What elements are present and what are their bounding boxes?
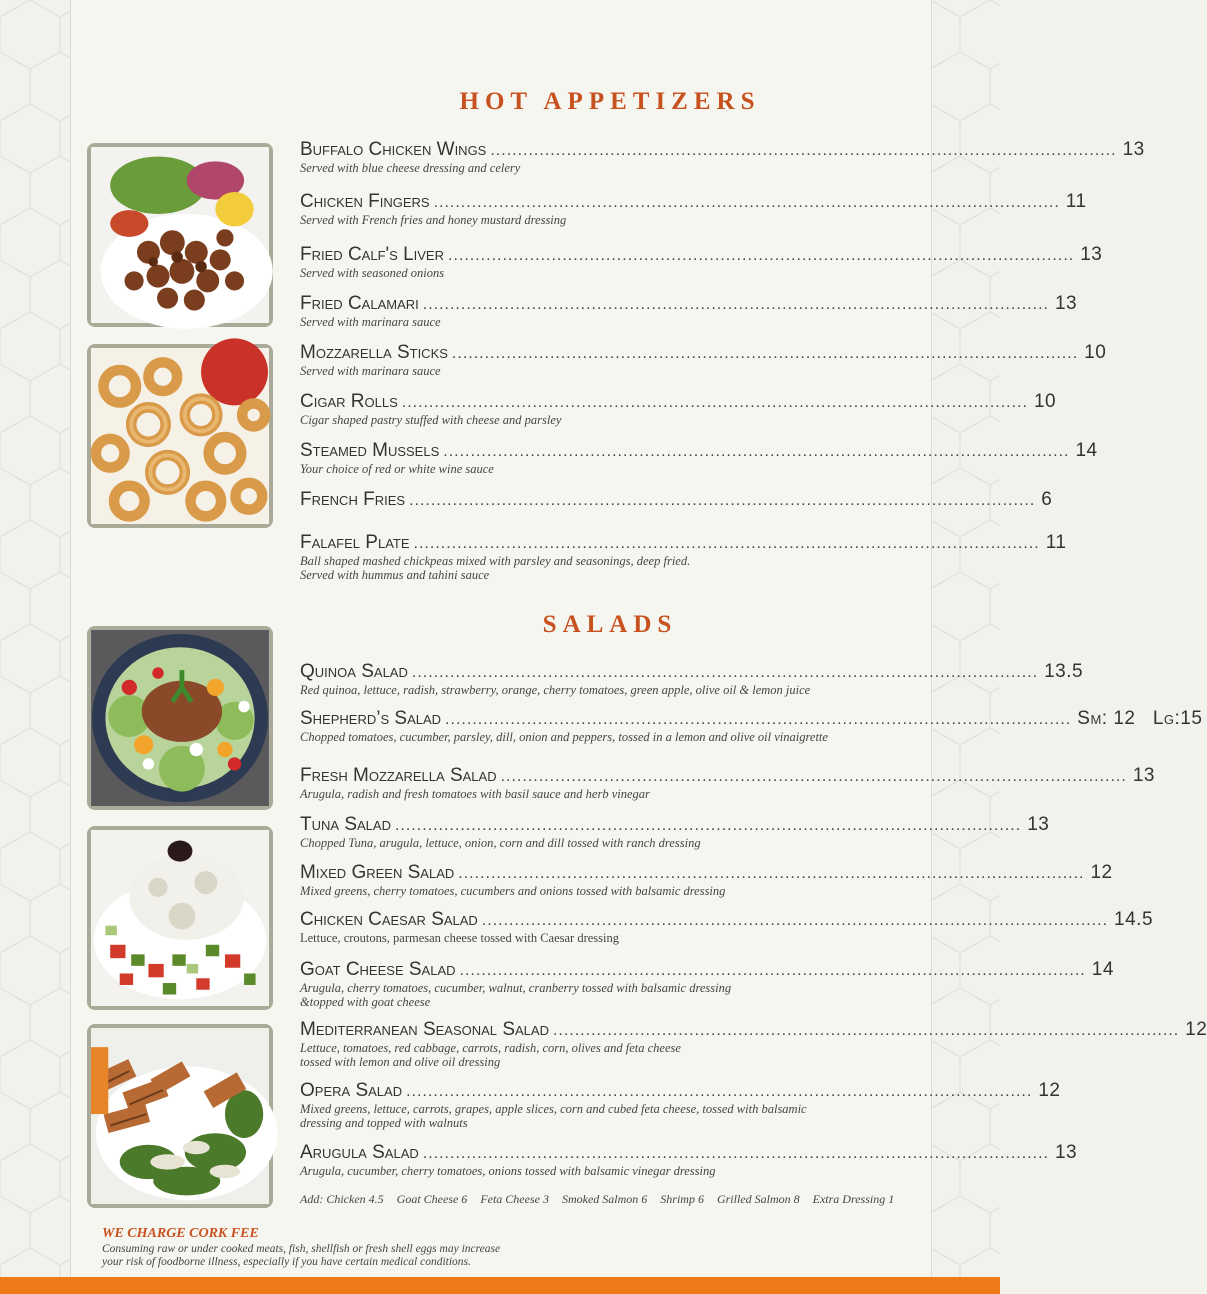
addon-goat-cheese: Goat Cheese 6 bbox=[396, 1192, 468, 1206]
size-large-label: Lg: bbox=[1152, 708, 1181, 729]
warning-line-2: your risk of foodborne illness, especially if you have certain medical conditions. bbox=[102, 1256, 471, 1268]
item-name: Tuna Salad bbox=[300, 814, 391, 835]
menu-item-tuna-salad bbox=[300, 814, 1050, 850]
leader-dots: ................................................................................................................... bbox=[422, 296, 1049, 313]
item-name: Fresh Mozzarella Salad bbox=[300, 765, 497, 786]
leader-dots: ................................................................................................................... bbox=[413, 535, 1040, 552]
leader-dots: ................................................................................................................... bbox=[411, 664, 1039, 681]
addon-grilled-salmon: Grilled Salmon 8 bbox=[716, 1192, 800, 1206]
item-description: Served with seasoned onions bbox=[300, 266, 445, 280]
addon-extra-dressing: Extra Dressing 1 bbox=[812, 1192, 895, 1206]
calamari-photo bbox=[87, 344, 273, 528]
caesar-salad-photo bbox=[87, 1024, 273, 1208]
item-price: 6 bbox=[1041, 489, 1053, 510]
leader-dots: ................................................................................................................... bbox=[401, 394, 1028, 411]
leader-dots: ................................................................................................................... bbox=[451, 345, 1079, 362]
item-name: Opera Salad bbox=[300, 1080, 403, 1101]
menu-item-goat-cheese-salad bbox=[300, 959, 1114, 1009]
item-price: 13 bbox=[1080, 244, 1103, 265]
leader-dots: ................................................................................................................... bbox=[448, 247, 1075, 264]
item-name: Quinoa Salad bbox=[300, 661, 408, 682]
menu-item-chicken-fingers bbox=[300, 191, 1087, 227]
shepherds-salad-photo bbox=[87, 826, 273, 1010]
item-description: Chopped tomatoes, cucumber, parsley, dill, onion and peppers, tossed in a lemon and olive oil vinaigrette bbox=[300, 730, 828, 744]
item-name: Steamed Mussels bbox=[300, 440, 440, 461]
item-price: 13 bbox=[1027, 814, 1050, 835]
price-small: 12 bbox=[1113, 708, 1136, 729]
item-description: Cigar shaped pastry stuffed with cheese and parsley bbox=[300, 413, 562, 427]
bottom-accent-bar bbox=[0, 1277, 1000, 1294]
item-name: French Fries bbox=[300, 489, 406, 510]
item-description-line2: dressing and topped with walnuts bbox=[300, 1116, 468, 1130]
menu-item-mediterranean-seasonal-salad bbox=[300, 1019, 1207, 1069]
item-name: Falafel Plate bbox=[300, 532, 410, 553]
item-description: Red quinoa, lettuce, radish, strawberry, orange, cherry tomatoes, green apple, olive oil & lemon juice bbox=[300, 683, 811, 697]
menu-item-shepherds-salad bbox=[300, 708, 1203, 744]
item-name: Chicken Caesar Salad bbox=[300, 909, 478, 930]
menu-item-chicken-caesar-salad bbox=[300, 909, 1154, 945]
menu-item-fried-calamari bbox=[300, 293, 1078, 329]
item-price: 12 bbox=[1038, 1080, 1061, 1101]
item-description: Served with French fries and honey mustard dressing bbox=[300, 213, 567, 227]
item-description: Your choice of red or white wine sauce bbox=[300, 462, 494, 476]
item-description: Mixed greens, lettuce, carrots, grapes, apple slices, corn and cubed feta cheese, tossed with balsamic bbox=[300, 1102, 807, 1116]
menu-item-steamed-mussels bbox=[300, 440, 1098, 476]
item-description: Lettuce, croutons, parmesan cheese tossed with Caesar dressing bbox=[300, 931, 619, 945]
menu-item-fried-calfs-liver bbox=[300, 244, 1103, 280]
price-large: 15 bbox=[1180, 708, 1203, 729]
item-price: 13 bbox=[1132, 765, 1155, 786]
leader-dots: ................................................................................................................... bbox=[406, 1083, 1033, 1100]
item-description: Chopped Tuna, arugula, lettuce, onion, corn and dill tossed with ranch dressing bbox=[300, 836, 701, 850]
salad-addons bbox=[300, 1192, 904, 1207]
menu-item-mixed-green-salad bbox=[300, 862, 1113, 898]
item-name: Fried Calamari bbox=[300, 293, 419, 314]
menu-item-mozzarella-sticks bbox=[300, 342, 1107, 378]
item-name: Mediterranean Seasonal Salad bbox=[300, 1019, 549, 1040]
item-description-line2: &topped with goat cheese bbox=[300, 995, 431, 1009]
item-name: Goat Cheese Salad bbox=[300, 959, 456, 980]
leader-dots: ................................................................................................................... bbox=[459, 962, 1086, 979]
item-description-line2: tossed with lemon and olive oil dressing bbox=[300, 1055, 501, 1069]
item-price: 14 bbox=[1075, 440, 1098, 461]
leader-dots: ................................................................................................................... bbox=[394, 817, 1022, 834]
menu-item-falafel-plate bbox=[300, 532, 1067, 582]
item-name: Fried Calf's Liver bbox=[300, 244, 444, 265]
item-name: Buffalo Chicken Wings bbox=[300, 139, 487, 160]
item-name: Cigar Rolls bbox=[300, 391, 398, 412]
leader-dots: ................................................................................................................... bbox=[422, 1145, 1049, 1162]
addon-smoked-salmon: Smoked Salmon 6 bbox=[561, 1192, 648, 1206]
item-price: 12 bbox=[1185, 1019, 1207, 1040]
size-small-label: Sm: bbox=[1077, 708, 1108, 729]
item-name: Mozzarella Sticks bbox=[300, 342, 448, 363]
item-price: 13 bbox=[1054, 293, 1078, 314]
menu-item-arugula-salad bbox=[300, 1142, 1078, 1178]
item-description: Arugula, cherry tomatoes, cucumber, walnut, cranberry tossed with balsamic dressing bbox=[300, 981, 732, 995]
item-name: Chicken Fingers bbox=[300, 191, 430, 212]
addon-chicken: Add: Chicken 4.5 bbox=[300, 1192, 384, 1206]
addon-shrimp: Shrimp 6 bbox=[660, 1192, 704, 1206]
leader-dots: ................................................................................................................... bbox=[458, 865, 1085, 882]
leader-dots: ................................................................................................................... bbox=[409, 492, 1036, 509]
item-price: 11 bbox=[1045, 532, 1067, 553]
menu-item-buffalo-chicken-wings bbox=[300, 139, 1145, 175]
item-price: 10 bbox=[1033, 391, 1057, 412]
item-description: Arugula, radish and fresh tomatoes with basil sauce and herb vinegar bbox=[300, 787, 650, 801]
item-name: Arugula Salad bbox=[300, 1142, 419, 1163]
item-price: 10 bbox=[1084, 342, 1107, 363]
warning-line-1: Consuming raw or under cooked meats, fish, shellfish or fresh shell eggs may increase bbox=[102, 1243, 501, 1255]
menu-item-cigar-rolls bbox=[300, 391, 1057, 427]
menu-item-french-fries bbox=[300, 489, 1053, 511]
item-price-small bbox=[1077, 708, 1202, 730]
item-description: Lettuce, tomatoes, red cabbage, carrots, radish, corn, olives and feta cheese bbox=[300, 1041, 681, 1055]
item-description-line2: Served with hummus and tahini sauce bbox=[300, 568, 490, 582]
item-price: 12 bbox=[1090, 862, 1113, 883]
item-price: 13.5 bbox=[1044, 661, 1084, 682]
quinoa-salad-photo bbox=[87, 626, 273, 810]
item-description: Served with marinara sauce bbox=[300, 364, 441, 378]
item-price: 13 bbox=[1122, 139, 1145, 160]
leader-dots: ................................................................................................................... bbox=[433, 194, 1060, 211]
item-price: 11 bbox=[1065, 191, 1087, 212]
leader-dots: ................................................................................................................... bbox=[481, 912, 1109, 929]
hot-appetizers-heading: HOT APPETIZERS bbox=[459, 88, 761, 115]
fried-chicken-photo bbox=[87, 143, 273, 327]
item-description: Ball shaped mashed chickpeas mixed with parsley and seasonings, deep fried. bbox=[300, 554, 691, 568]
addon-feta-cheese: Feta Cheese 3 bbox=[480, 1192, 549, 1206]
item-price: 14 bbox=[1091, 959, 1114, 980]
menu-item-opera-salad bbox=[300, 1080, 1061, 1130]
leader-dots: ................................................................................................................... bbox=[552, 1022, 1180, 1039]
leader-dots: ................................................................................................................... bbox=[445, 711, 1072, 728]
item-description: Mixed greens, cherry tomatoes, cucumbers and onions tossed with balsamic dressing bbox=[300, 884, 726, 898]
menu-item-fresh-mozzarella-salad bbox=[300, 765, 1155, 801]
leader-dots: ................................................................................................................... bbox=[490, 142, 1117, 159]
item-name: Shepherd’s Salad bbox=[300, 708, 442, 729]
cork-fee-notice: WE CHARGE CORK FEE bbox=[102, 1226, 259, 1241]
item-name: Mixed Green Salad bbox=[300, 862, 455, 883]
food-safety-warning bbox=[102, 1243, 500, 1269]
leader-dots: ................................................................................................................... bbox=[500, 768, 1127, 785]
salads-heading: SALADS bbox=[542, 611, 678, 638]
menu-item-quinoa-salad bbox=[300, 661, 1084, 697]
item-description: Served with marinara sauce bbox=[300, 315, 441, 329]
item-description: Served with blue cheese dressing and celery bbox=[300, 161, 521, 175]
item-price: 13 bbox=[1054, 1142, 1078, 1163]
item-description: Arugula, cucumber, cherry tomatoes, onions tossed with balsamic vinegar dressing bbox=[300, 1164, 716, 1178]
item-price: 14.5 bbox=[1114, 909, 1154, 930]
leader-dots: ................................................................................................................... bbox=[443, 443, 1070, 460]
